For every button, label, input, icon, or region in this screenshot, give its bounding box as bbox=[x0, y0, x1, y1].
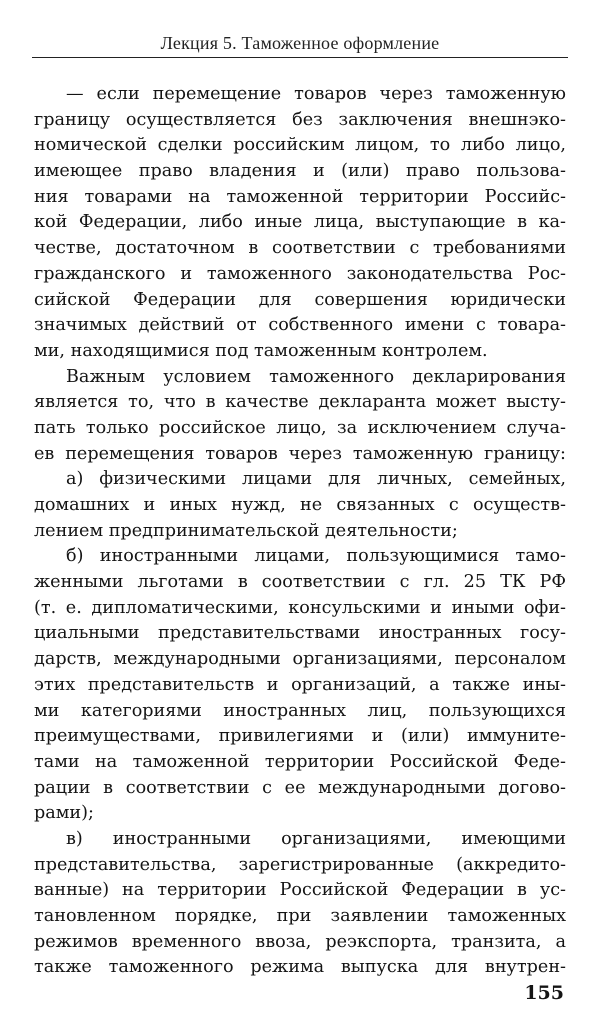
text-line: циальными представительствами иностранных госу- bbox=[34, 623, 566, 644]
text-line: представительства, зарегистрированные (аккредито- bbox=[34, 854, 566, 875]
text-line: ния товарами на таможенной территории Российс- bbox=[34, 186, 566, 207]
text-line: рации в соответствии с ее международными догово- bbox=[34, 777, 566, 798]
text-line: ев перемещения товаров через таможенную границу: bbox=[34, 443, 566, 464]
page-body bbox=[34, 82, 566, 981]
text-line: также таможенного режима выпуска для внутрен- bbox=[34, 957, 566, 978]
text-line: в) иностранными организациями, имеющими bbox=[66, 828, 566, 849]
text-line: Важным условием таможенного декларирования bbox=[66, 366, 566, 387]
text-line: б) иностранными лицами, пользующимися тамо- bbox=[66, 546, 566, 567]
text-line: женными льготами в соответствии с гл. 25 ТК РФ bbox=[34, 572, 566, 593]
text-line: тановленном порядке, при заявлении таможенных bbox=[34, 906, 566, 926]
text-line: (т. е. дипломатическими, консульскими и иными офи- bbox=[34, 597, 566, 618]
text-line: ми категориями иностранных лиц, пользующихся bbox=[34, 700, 566, 721]
text-line: кой Федерации, либо иные лица, выступающие в ка- bbox=[34, 212, 566, 233]
text-line: режимов временного ввоза, реэкспорта, транзита, а bbox=[34, 931, 566, 952]
text-line: границу осуществляется без заключения внешнэко- bbox=[34, 109, 566, 130]
text-line: является то, что в качестве декларанта может высту- bbox=[34, 392, 566, 413]
text-line: ми, находящимися под таможенным контролем. bbox=[34, 340, 488, 361]
text-line: значимых действий от собственного имени с товара- bbox=[34, 315, 566, 336]
running-title: Лекция 5. Таможенное оформление bbox=[160, 33, 440, 53]
text-line: честве, достаточном в соответствии с требованиями bbox=[34, 238, 566, 259]
running-header bbox=[32, 30, 568, 58]
text-line: ванные) на территории Российской Федерации в ус- bbox=[34, 880, 566, 901]
text-line: номической сделки российским лицом, то либо лицо, bbox=[34, 135, 566, 156]
text-line: преимуществами, привилегиями и (или) иммуните- bbox=[34, 726, 566, 747]
text-line: дарств, международными организациями, персоналом bbox=[34, 649, 566, 670]
text-line: этих представительств и организаций, а также ины- bbox=[34, 674, 566, 695]
text-line: рами); bbox=[34, 803, 94, 824]
text-line: тами на таможенной территории Российской Феде- bbox=[34, 751, 566, 772]
text-line: имеющее право владения и (или) право пользова- bbox=[34, 161, 566, 182]
text-line: домашних и иных нужд, не связанных с осуществ- bbox=[34, 495, 566, 515]
text-line: гражданского и таможенного законодательства Рос- bbox=[34, 263, 566, 284]
page-number: 155 bbox=[524, 982, 564, 1004]
text-line: а) физическими лицами для личных, семейных, bbox=[66, 469, 566, 490]
text-line: лением предпринимательской деятельности; bbox=[34, 520, 458, 541]
text-line: сийской Федерации для совершения юридически bbox=[34, 289, 566, 310]
text-line: пать только российское лицо, за исключением случа- bbox=[34, 417, 566, 438]
text-line: — если перемещение товаров через таможенную bbox=[66, 84, 566, 104]
